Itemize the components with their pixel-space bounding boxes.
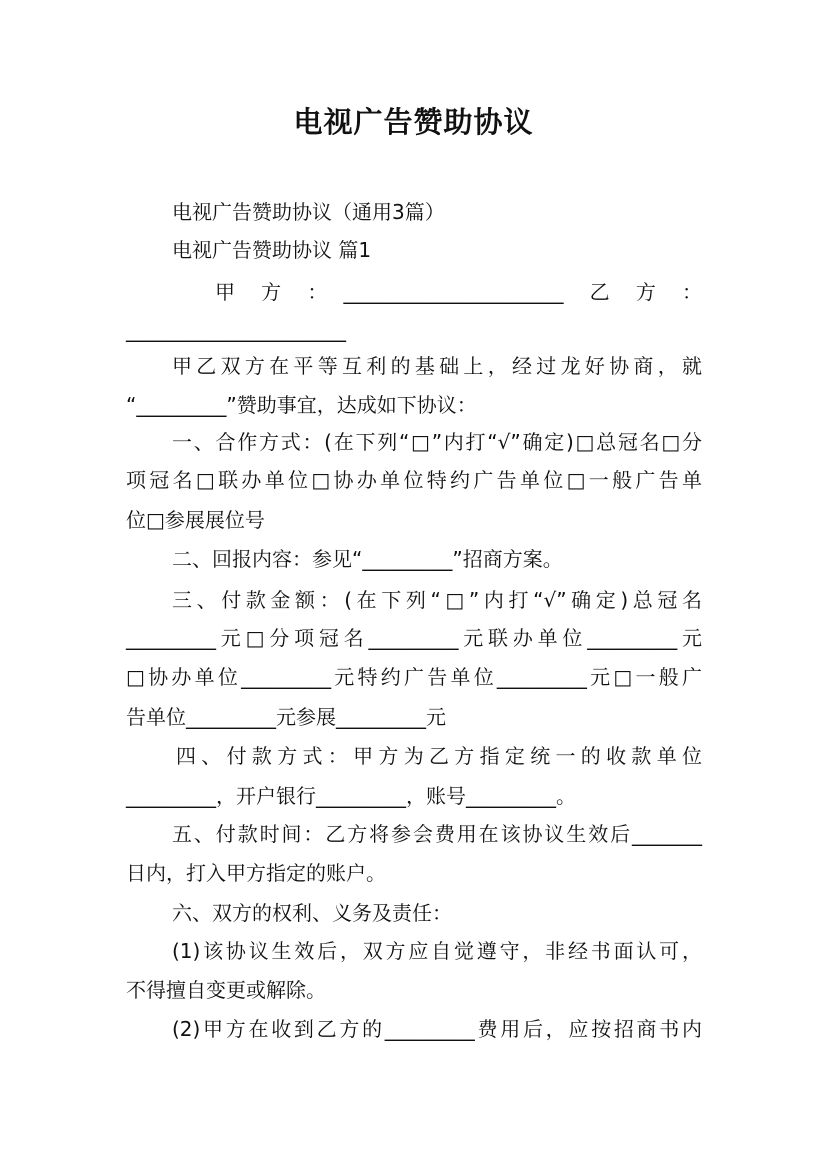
paragraph-line: (1)该协议生效后，双方应自觉遵守，非经书面认可，	[172, 939, 702, 963]
paragraph-line: 不得擅自变更或解除。	[126, 978, 326, 1002]
paragraph-line: □协办单位_________元特约广告单位_________元□一般广	[126, 665, 702, 689]
section-heading: 电视广告赞助协议 篇1	[172, 238, 372, 262]
paragraph-line: 三、付款金额：(在下列“□”内打“√”确定)总冠名	[172, 588, 702, 612]
paragraph-line: (2)甲方在收到乙方的_________费用后，应按招商书内	[172, 1017, 702, 1041]
paragraph-line: 位□参展展位号	[126, 508, 265, 532]
subtitle-line: 电视广告赞助协议（通用3篇）	[172, 200, 445, 224]
paragraph-line: 六、双方的权利、义务及责任：	[172, 901, 452, 925]
paragraph-line: 告单位_________元参展_________元	[126, 705, 446, 729]
paragraph-line: “_________”赞助事宜，达成如下协议：	[126, 393, 477, 417]
paragraph-line: 一、合作方式：(在下列“□”内打“√”确定)□总冠名□分	[172, 430, 702, 454]
paragraph-line: _________元□分项冠名_________元联办单位_________元	[126, 626, 702, 650]
paragraph-line: 五、付款时间：乙方将参会费用在该协议生效后_______	[172, 822, 702, 846]
document-title: 电视广告赞助协议	[293, 105, 534, 139]
paragraph-line: 日内，打入甲方指定的账户。	[126, 861, 386, 885]
party-line-continued: ______________________	[126, 318, 346, 342]
paragraph-line: _________，开户银行_________，账号_________。	[126, 784, 576, 808]
paragraph-line: 四、付款方式：甲方为乙方指定统一的收款单位	[176, 744, 702, 768]
paragraph-line: 甲乙双方在平等互利的基础上，经过龙好协商，就	[172, 354, 702, 378]
paragraph-line: 项冠名□联办单位□协办单位特约广告单位□一般广告单	[126, 468, 702, 492]
paragraph-line: 二、回报内容：参见“_________”招商方案。	[172, 547, 563, 571]
party-line: 甲 方 ： ______________________ 乙 方 ：	[215, 280, 702, 304]
